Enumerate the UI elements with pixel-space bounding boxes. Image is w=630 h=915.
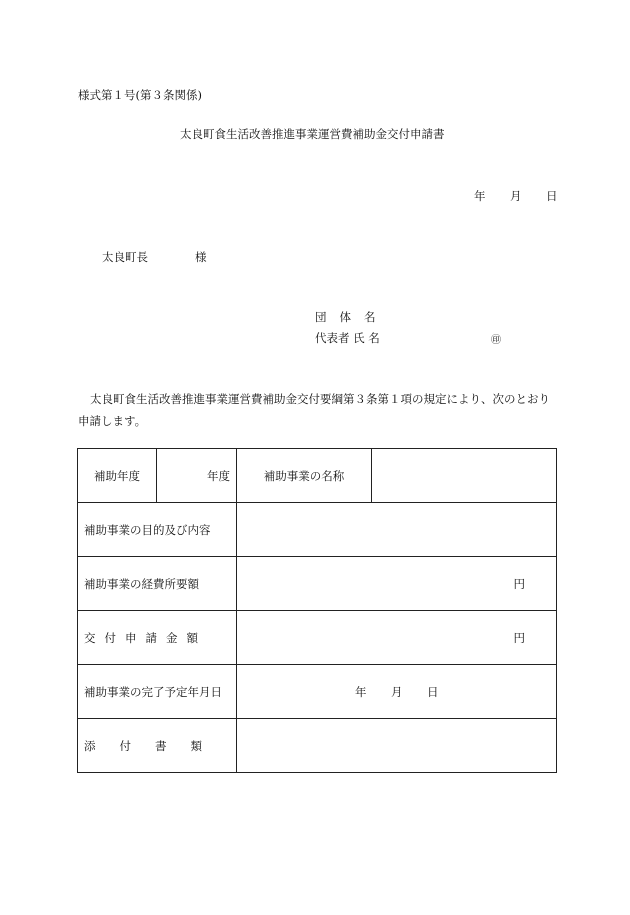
date-year-label: 年 [474, 189, 486, 203]
fiscal-year-label: 補助年度 [78, 449, 157, 503]
addressee-name: 太良町長 [102, 250, 148, 264]
fiscal-year-suffix: 年度 [207, 468, 230, 483]
form-number: 様式第１号(第３条関係) [78, 88, 202, 102]
grant-amount-label: 交付申請金額 [78, 611, 237, 665]
date-month-label: 月 [510, 189, 522, 203]
completion-date-label: 補助事業の完了予定年月日 [78, 665, 237, 719]
completion-month: 月 [391, 685, 403, 699]
organization-name-label: 団体名 [315, 310, 389, 324]
grant-unit: 円 [513, 630, 525, 645]
cost-label: 補助事業の経費所要額 [78, 557, 237, 611]
completion-year: 年 [355, 685, 367, 699]
completion-day: 日 [427, 685, 439, 699]
table-row [78, 611, 557, 665]
representative-name-label: 代表者 氏 名 [315, 331, 380, 345]
table-row [78, 503, 557, 557]
table-row [78, 665, 557, 719]
application-statement: 太良町食生活改善推進事業運営費補助金交付要綱第３条第１項の規定により、次のとおり申請します。 [78, 392, 550, 428]
completion-date-field[interactable] [237, 665, 557, 719]
project-name-field[interactable] [372, 449, 557, 503]
grant-amount-field[interactable] [237, 611, 557, 665]
cost-field[interactable] [237, 557, 557, 611]
addressee-honorific: 様 [195, 250, 207, 264]
cost-unit: 円 [513, 576, 525, 591]
purpose-field[interactable] [237, 503, 557, 557]
purpose-label: 補助事業の目的及び内容 [78, 503, 237, 557]
table-row [78, 449, 557, 503]
attachments-label: 添付書類 [78, 719, 237, 773]
attachments-field[interactable] [237, 719, 557, 773]
table-row [78, 719, 557, 773]
application-table [77, 448, 557, 773]
document-title: 太良町食生活改善推進事業運営費補助金交付申請書 [180, 127, 445, 141]
project-name-label: 補助事業の名称 [237, 449, 372, 503]
seal-mark: ㊞ [491, 335, 501, 346]
fiscal-year-field[interactable] [157, 449, 237, 503]
date-day-label: 日 [546, 189, 558, 203]
table-row [78, 557, 557, 611]
